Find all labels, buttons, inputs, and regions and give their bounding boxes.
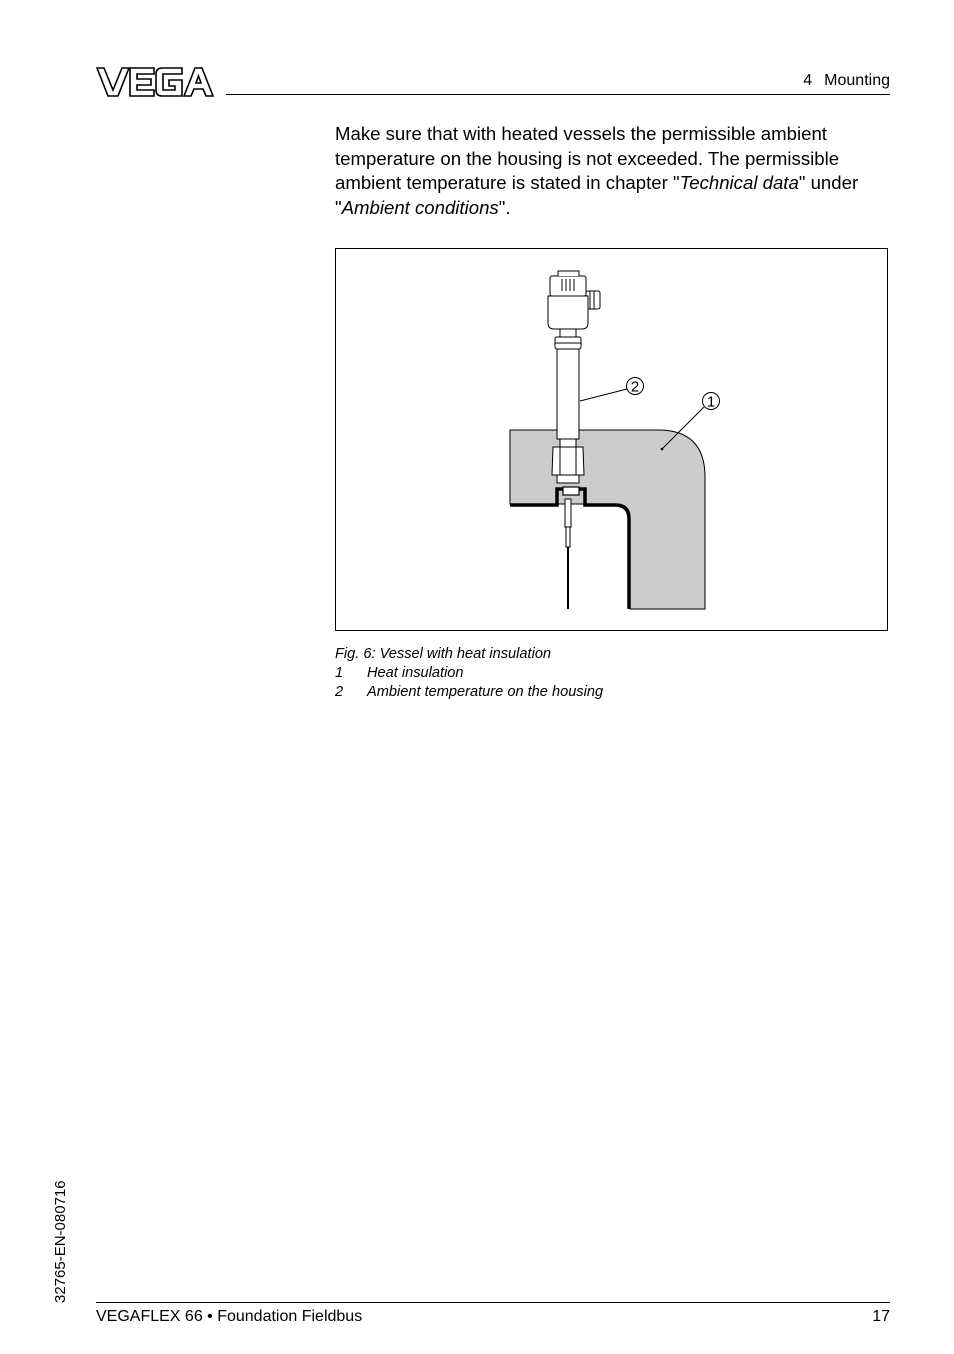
callout-2-leader (580, 389, 627, 401)
body-emphasis-ambient-conditions: Ambient conditions (341, 196, 499, 218)
section-title (803, 72, 890, 90)
body-text-part: Make sure that with heated vessels the permissible ambient temperature on the housing is not exceeded. The permissible ambient temperature is stated in chapter " (335, 123, 840, 193)
vessel-socket (563, 487, 579, 495)
caption-item-text: Heat insulation (367, 665, 464, 681)
caption-item-number: 1 (335, 665, 344, 681)
heat-insulation-area (510, 430, 705, 609)
section-number: 4 (803, 72, 813, 89)
figure-drawing (336, 249, 889, 632)
callout-1-label: 1 (706, 393, 716, 411)
vega-logo (96, 66, 214, 98)
body-text-part: ". (498, 196, 511, 218)
footer-rule (96, 1302, 890, 1303)
body-paragraph (335, 122, 895, 220)
figure-vessel-heat-insulation (335, 248, 888, 631)
document-number: 32765-EN-080716 (52, 1180, 69, 1303)
caption-item-number: 2 (335, 684, 344, 700)
caption-item-text: Ambient temperature on the housing (367, 684, 604, 700)
callout-1-dot (661, 448, 664, 451)
figure-caption (335, 645, 603, 702)
body-emphasis-technical-data: Technical data (679, 172, 799, 193)
body-text-part: " under " (335, 172, 859, 218)
header-rule (226, 94, 890, 95)
page-number: 17 (872, 1308, 890, 1325)
caption-title: Fig. 6: Vessel with heat insulation (335, 646, 552, 662)
callout-2-label: 2 (630, 378, 640, 396)
caption-item (335, 664, 603, 683)
footer-product: VEGAFLEX 66 • Foundation Fieldbus (96, 1308, 363, 1325)
caption-item (335, 683, 603, 702)
section-name: Mounting (824, 72, 890, 89)
